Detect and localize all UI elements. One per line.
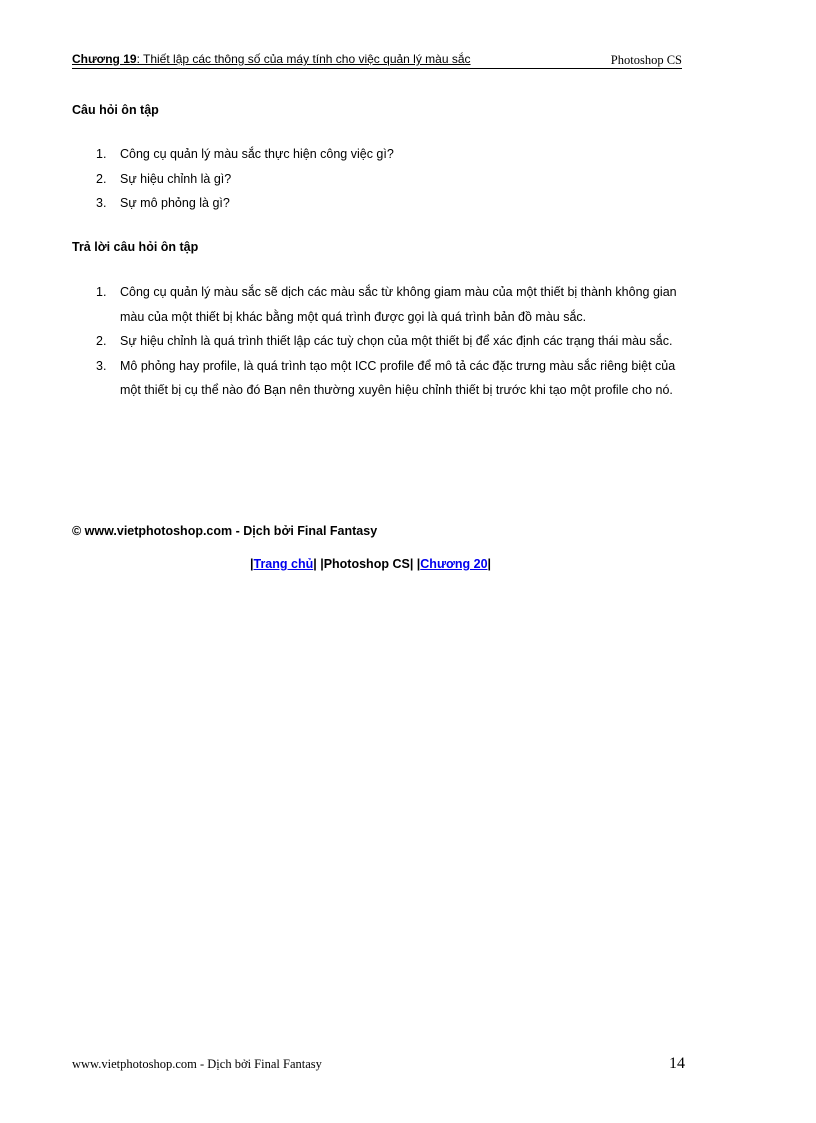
list-item	[72, 167, 692, 192]
home-link[interactable]: Trang chủ	[253, 557, 314, 571]
question-text: Sự mô phỏng là gì?	[120, 196, 230, 210]
question-text: Sự hiệu chỉnh là gì?	[120, 171, 232, 186]
page-number: 14	[669, 1055, 685, 1072]
answer-text: Mô phỏng hay profile, là quá trình tạo một ICC profile để mô tả các đặc trưng màu sắc riêng biệt của một thiết bị cụ thể nào đó Bạn nên thường xuyên hiệu chỉnh thiết bị trước khi tạo một profile cho nó.	[120, 358, 676, 397]
navigation-links: |Trang chủ| |Photoshop CS| |Chương 20|	[250, 557, 492, 571]
list-item	[72, 142, 692, 167]
list-number: 2.	[96, 171, 107, 186]
list-item	[72, 280, 692, 329]
chapter-title: : Thiết lập các thông số của máy tính cho việc quản lý màu sắc	[136, 52, 471, 66]
answer-text: Công cụ quản lý màu sắc sẽ dịch các màu sắc từ không giam màu của một thiết bị thành không gian màu của một thiết bị khác bằng một quá trình được gọi là quá trình bản đồ màu sắc.	[120, 285, 677, 324]
page-header	[72, 52, 682, 69]
chapter-label: Chương 19	[72, 52, 137, 66]
list-item	[72, 354, 692, 403]
answer-text: Sự hiệu chỉnh là quá trình thiết lập các tuỳ chọn của một thiết bị để xác định các trạng thái màu sắc.	[120, 334, 673, 348]
answers-title: Trả lời câu hỏi ôn tập	[72, 240, 199, 254]
list-number: 2.	[96, 334, 107, 348]
current-page-label: Photoshop CS	[323, 557, 410, 571]
list-item	[72, 191, 692, 216]
next-chapter-link[interactable]: Chương 20	[420, 557, 488, 571]
credit-line: © www.vietphotoshop.com - Dịch bởi Final Fantasy	[72, 524, 378, 538]
review-question-list	[72, 142, 692, 216]
product-name: Photoshop CS	[610, 53, 682, 67]
footer-text: www.vietphotoshop.com - Dịch bởi Final Fantasy	[72, 1057, 322, 1071]
question-text: Công cụ quản lý màu sắc thực hiện công việc gì?	[120, 147, 394, 161]
list-number: 1.	[96, 147, 107, 161]
chapter-heading	[72, 52, 471, 66]
list-number: 3.	[96, 358, 107, 373]
answer-list	[72, 280, 692, 403]
list-item	[72, 329, 692, 354]
list-number: 3.	[96, 196, 107, 210]
review-questions-title: Câu hỏi ôn tập	[72, 103, 159, 117]
list-number: 1.	[96, 285, 107, 299]
